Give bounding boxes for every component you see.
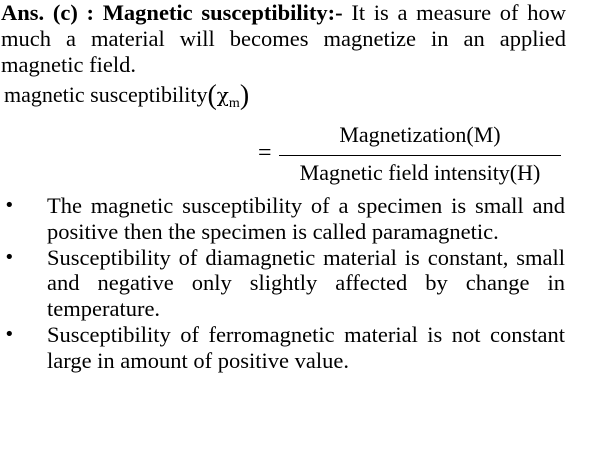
- answer-paragraph: [1, 0, 566, 78]
- formula-subscript: m: [228, 96, 240, 111]
- answer-label: Ans. (c) : Magnetic susceptibility:-: [1, 0, 343, 25]
- bullet-marker: •: [4, 195, 15, 216]
- formula-equals-sign: =: [258, 140, 272, 166]
- formula-numerator: Magnetization(M): [339, 122, 501, 147]
- formula-open-paren: (: [207, 80, 217, 111]
- list-item: [0, 245, 565, 322]
- formula-denominator: Magnetic field intensity(H): [299, 160, 541, 185]
- bullet-list: [0, 193, 565, 374]
- answer-text: It is a measure of how much a material will becomes magnetize in an applied magnetic field.: [1, 0, 566, 77]
- formula-symbol: χ: [216, 83, 229, 107]
- bullet-marker: •: [4, 323, 15, 345]
- list-item: [0, 322, 565, 374]
- list-item: [0, 193, 565, 245]
- formula-label-text: magnetic susceptibility: [4, 82, 208, 107]
- bullet-text: Susceptibility of ferromagnetic material is not constant large in amount of positive value.: [47, 321, 565, 373]
- formula-fraction-bar: [279, 155, 561, 156]
- bullet-text: The magnetic susceptibility of a specimen is small and positive then the specimen is called paramagnetic.: [47, 193, 565, 244]
- bullet-text: Susceptibility of diamagnetic material is constant, small and negative only slightly affected by change in temperature.: [47, 244, 565, 322]
- formula-lhs: [4, 80, 249, 119]
- formula-close-paren: ): [239, 80, 250, 111]
- bullet-marker: •: [4, 246, 15, 268]
